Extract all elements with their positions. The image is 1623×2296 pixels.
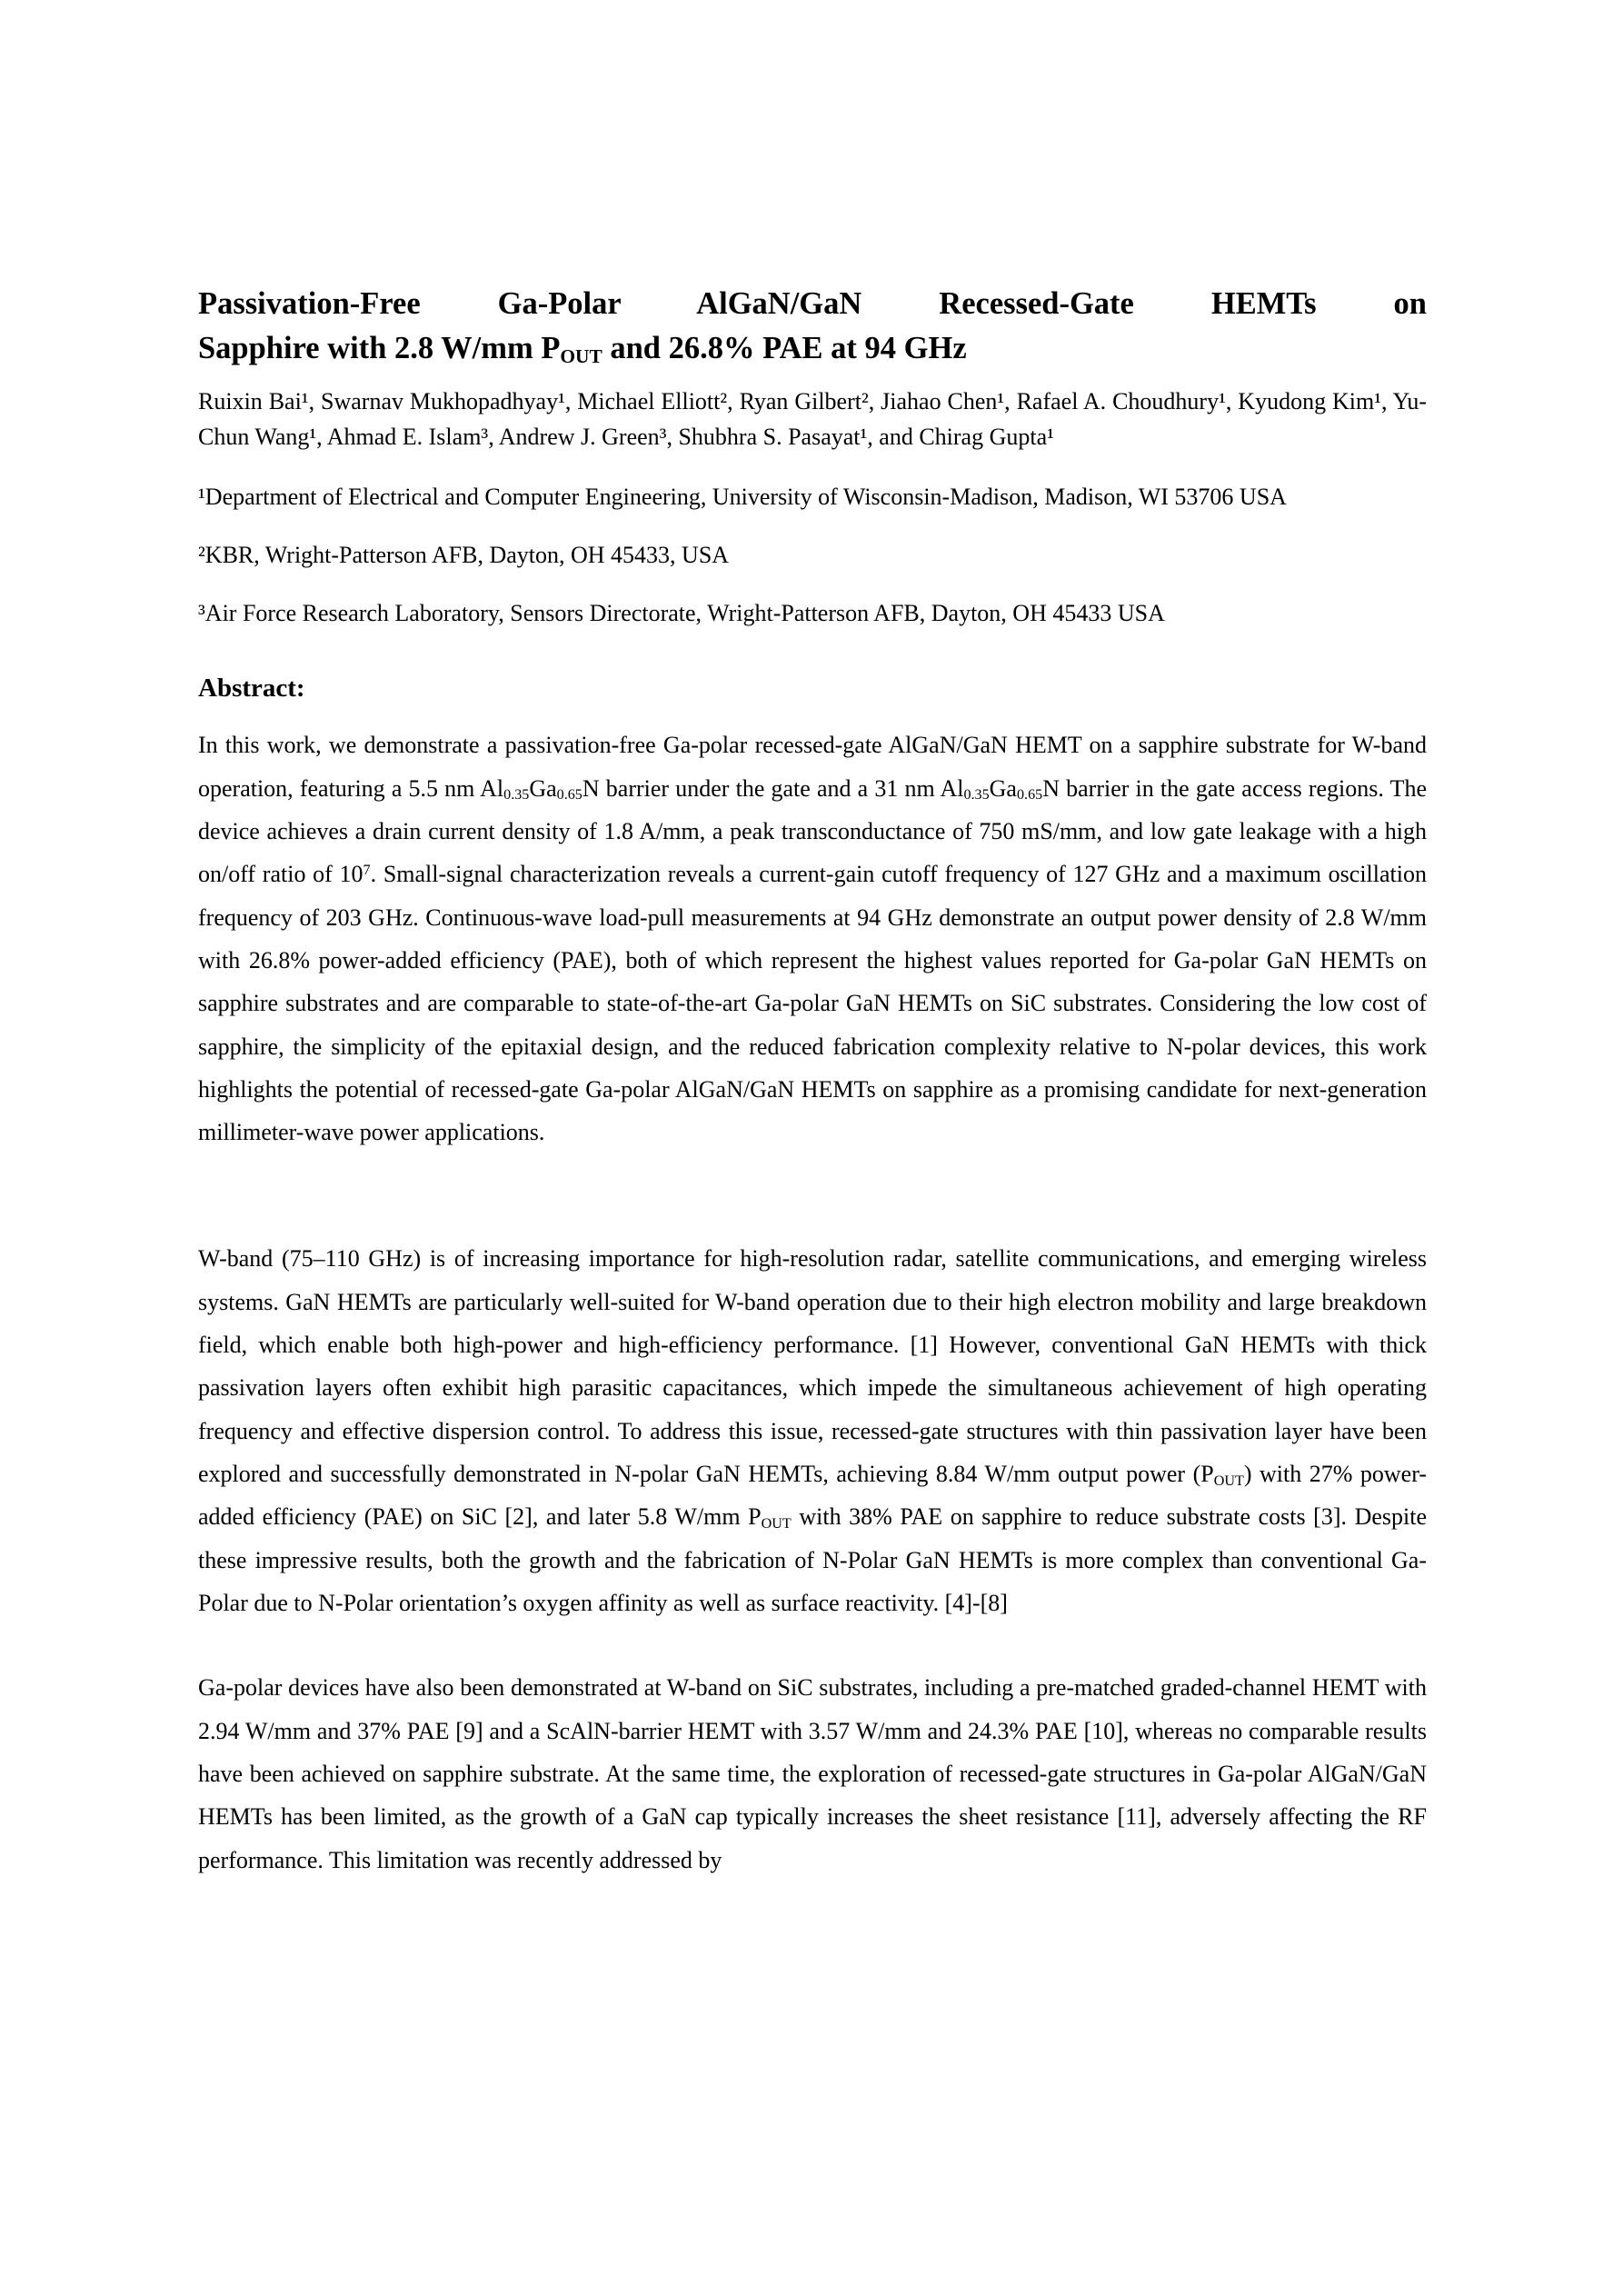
- body-paragraph-2: Ga-polar devices have also been demonstrated at W-band on SiC substrates, including a pre-matched graded-channel HEMT with 2.94 W/mm and 37% PAE [9] and a ScAlN-barrier HEMT with 3.57 W/mm and 24.3% PAE [10], whereas no comparable results have been achieved on sapphire substrate. At the same time, the exploration of recessed-gate structures in Ga-polar AlGaN/GaN HEMTs has been limited, as the growth of a GaN cap typically increases the sheet resistance [11], adversely affecting the RF performance. This limitation was recently addressed by: [198, 1674, 1427, 1873]
- paper-title-line-1: Passivation-Free Ga-Polar AlGaN/GaN Recessed-Gate HEMTs on: [198, 286, 1427, 321]
- paper-title: [198, 282, 1427, 371]
- affiliation-line-1: ¹Department of Electrical and Computer Engineering, University of Wisconsin-Madison, Madison, WI 53706 USA: [198, 483, 1287, 510]
- abstract-heading: Abstract:: [198, 674, 305, 704]
- abstract-paragraph: In this work, we demonstrate a passivation-free Ga-polar recessed-gate AlGaN/GaN HEMT on a sapphire substrate for W-band operation, featuring a 5.5 nm $Al_{0.35}Ga_{0.65}N$ barrier under the gate and a 31 nm $Al_{0.35}Ga_{0.65}N$ barrier in the gate access regions. The device achieves a drain current density of 1.8 A/mm, a peak transconductance of 750 mS/mm, and low gate leakage with a high on/off ratio of $10^7$. Small-signal characterization reveals a current-gain cutoff frequency of 127 GHz and a maximum oscillation frequency of 203 GHz. Continuous-wave load-pull measurements at 94 GHz demonstrate an output power density of 2.8 W/mm with 26.8% power-added efficiency (PAE), both of which represent the highest values reported for Ga-polar GaN HEMTs on sapphire substrates and are comparable to state-of-the-art Ga-polar GaN HEMTs on SiC substrates. Considering the low cost of sapphire, the simplicity of the epitaxial design, and the reduced fabrication complexity relative to N-polar devices, this work highlights the potential of recessed-gate Ga-polar AlGaN/GaN HEMTs on sapphire as a promising candidate for next-generation millimeter-wave power applications.: [198, 732, 1428, 1146]
- author-list: Ruixin Bai¹, Swarnav Mukhopadhyay¹, Michael Elliott², Ryan Gilbert², Jiahao Chen¹, Rafael A. Choudhury¹, Kyudong Kim¹, Yu-Chun Wang¹, Ahmad E. Islam³, Andrew J. Green³, Shubhra S. Pasayat¹, and Chirag Gupta¹: [198, 387, 1427, 450]
- introduction-section: [198, 1237, 1427, 1881]
- body-paragraph-1: W-band (75–110 GHz) is of increasing importance for high-resolution radar, satellite communications, and emerging wireless systems. GaN HEMTs are particularly well-suited for W-band operation due to their high electron mobility and large breakdown field, which enable both high-power and high-efficiency performance. [1] However, conventional GaN HEMTs with thick passivation layers often exhibit high parasitic capacitances, which impede the simultaneous achievement of high operating frequency and effective dispersion control. To address this issue, recessed-gate structures with thin passivation layer have been explored and successfully demonstrated in N-polar GaN HEMTs, achieving 8.84 W/mm output power $(P_{OUT})$ with 27% power-added efficiency (PAE) on SiC [2], and later 5.8 W/mm $P_{OUT}$ with 38% PAE on sapphire to reduce substrate costs [3]. Despite these impressive results, both the growth and the fabrication of N-Polar GaN HEMTs is more complex than conventional Ga-Polar due to N-Polar orientation’s oxygen affinity as well as surface reactivity. [4]-[8]: [198, 1245, 1427, 1616]
- affiliation-line-3: ³Air Force Research Laboratory, Sensors Directorate, Wright-Patterson AFB, Dayton, OH 45433 USA: [198, 599, 1165, 626]
- affiliation-line-2: ²KBR, Wright-Patterson AFB, Dayton, OH 45433, USA: [198, 541, 730, 568]
- paper-title-line-2: Sapphire with 2.8 W/mm $P_{OUT}$ and 26.8% PAE at 94 GHz: [198, 330, 967, 367]
